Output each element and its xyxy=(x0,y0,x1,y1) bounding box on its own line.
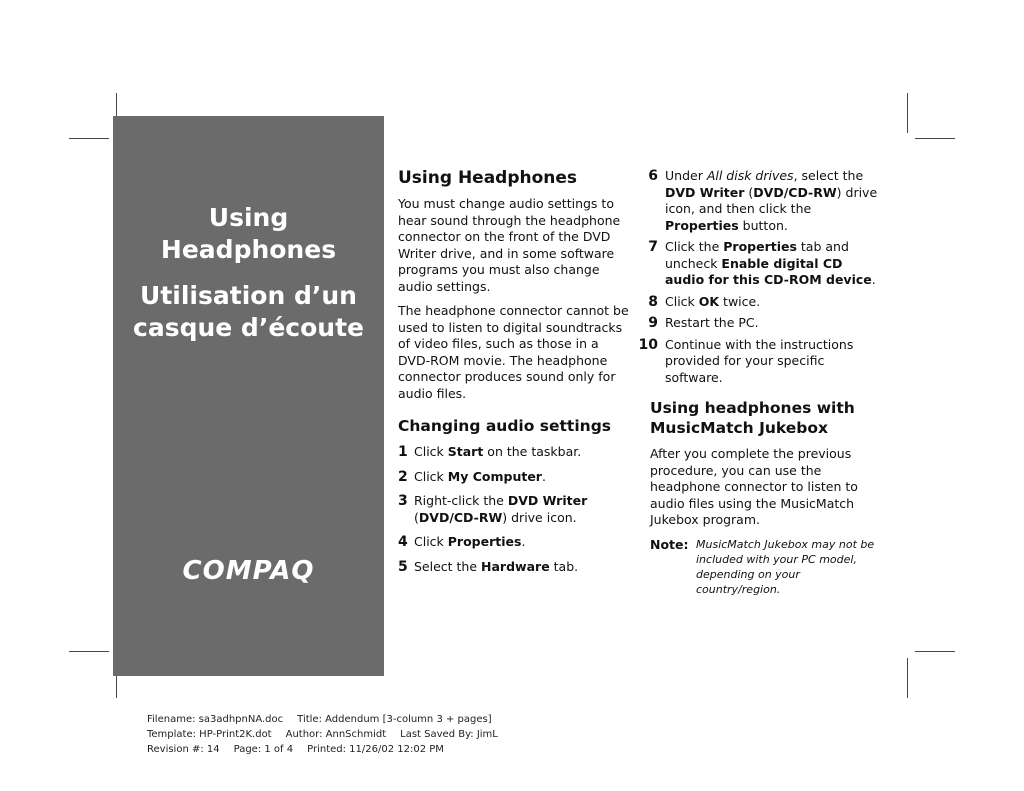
step-item xyxy=(398,469,630,486)
crop-mark xyxy=(915,138,955,139)
panel-subtitle xyxy=(113,280,384,344)
step-number: 1 xyxy=(398,444,408,460)
step-number: 4 xyxy=(398,534,408,550)
section-heading: Using Headphones xyxy=(398,168,578,188)
footer-template: Template: HP-Print2K.dot xyxy=(147,729,272,740)
column-1 xyxy=(398,168,630,583)
paragraph: After you complete the previous procedure, you can use the headphone connector to listen to audio files using the MusicMatch Jukebox program. xyxy=(650,446,858,527)
crop-mark xyxy=(69,138,109,139)
step-item xyxy=(636,315,881,332)
step-item xyxy=(398,534,630,551)
step-text: Select the Hardware tab. xyxy=(414,558,579,574)
panel-subtitle-line: Utilisation d’un xyxy=(140,281,357,310)
note-label: Note: xyxy=(650,536,689,552)
footer-revision: Revision #: 14 xyxy=(147,744,220,755)
step-text: Click Properties. xyxy=(414,534,526,549)
step-text: Under All disk drives, select the DVD Writer (DVD/CD-RW) drive icon, and then click the Properties button. xyxy=(665,168,878,233)
crop-mark xyxy=(907,658,908,698)
crop-mark xyxy=(907,93,908,133)
subsection-heading: Changing audio settings xyxy=(398,417,612,435)
step-text: Click Start on the taskbar. xyxy=(414,444,582,459)
step-number: 5 xyxy=(398,558,408,575)
column-2 xyxy=(636,168,881,597)
footer-title: Title: Addendum [3-column 3 + pages] xyxy=(297,714,492,725)
step-item xyxy=(636,168,881,234)
footer-printed: Printed: 11/26/02 12:02 PM xyxy=(307,744,444,755)
note-text: MusicMatch Jukebox may not be included with your PC model, depending on your country/region. xyxy=(696,537,875,596)
panel-title-line: Headphones xyxy=(160,235,337,264)
step-text: Click My Computer. xyxy=(414,468,546,484)
step-number: 2 xyxy=(398,468,408,485)
step-item xyxy=(398,493,630,526)
step-text: Continue with the instructions provided for your specific software. xyxy=(665,336,854,385)
footer-page: Page: 1 of 4 xyxy=(233,744,294,755)
step-number: 8 xyxy=(648,293,658,310)
step-number: 6 xyxy=(648,168,658,184)
footer-author: Author: AnnSchmidt xyxy=(285,729,387,740)
cover-panel xyxy=(113,116,384,676)
step-text: Click OK twice. xyxy=(665,293,761,309)
panel-title xyxy=(113,202,384,266)
panel-subtitle-line: casque d’écoute xyxy=(133,313,364,342)
step-item xyxy=(636,294,881,311)
step-number: 9 xyxy=(648,315,658,331)
step-text: Click the Properties tab and uncheck Enable digital CD audio for this CD-ROM device. xyxy=(665,239,876,287)
step-number: 3 xyxy=(398,493,408,509)
crop-mark xyxy=(915,651,955,652)
step-item xyxy=(398,444,630,461)
paragraph: The headphone connector cannot be used to listen to digital soundtracks of video files, such as those in a DVD-ROM movie. The headphone connector produces sound only for audio files. xyxy=(398,303,629,401)
paragraph: You must change audio settings to hear sound through the headphone connector on the front of the DVD Writer drive, and in some software programs you must also change audio settings. xyxy=(398,196,621,294)
subsection-heading: Using headphones with MusicMatch Jukebox xyxy=(650,399,855,437)
panel-title-line: Using xyxy=(208,203,289,232)
step-text: Right-click the DVD Writer (DVD/CD-RW) drive icon. xyxy=(414,493,588,525)
note-block xyxy=(636,537,881,597)
document-footer xyxy=(147,712,498,757)
step-item xyxy=(398,559,630,576)
step-item xyxy=(636,337,881,387)
footer-filename: Filename: sa3adhpnNA.doc xyxy=(147,714,284,725)
crop-mark xyxy=(69,651,109,652)
step-text: Restart the PC. xyxy=(665,315,759,330)
step-number: 10 xyxy=(638,336,658,353)
step-number: 7 xyxy=(648,239,658,255)
step-item xyxy=(636,239,881,289)
compaq-logo: COMPAQ xyxy=(182,556,315,586)
footer-saved-by: Last Saved By: JimL xyxy=(400,729,498,740)
